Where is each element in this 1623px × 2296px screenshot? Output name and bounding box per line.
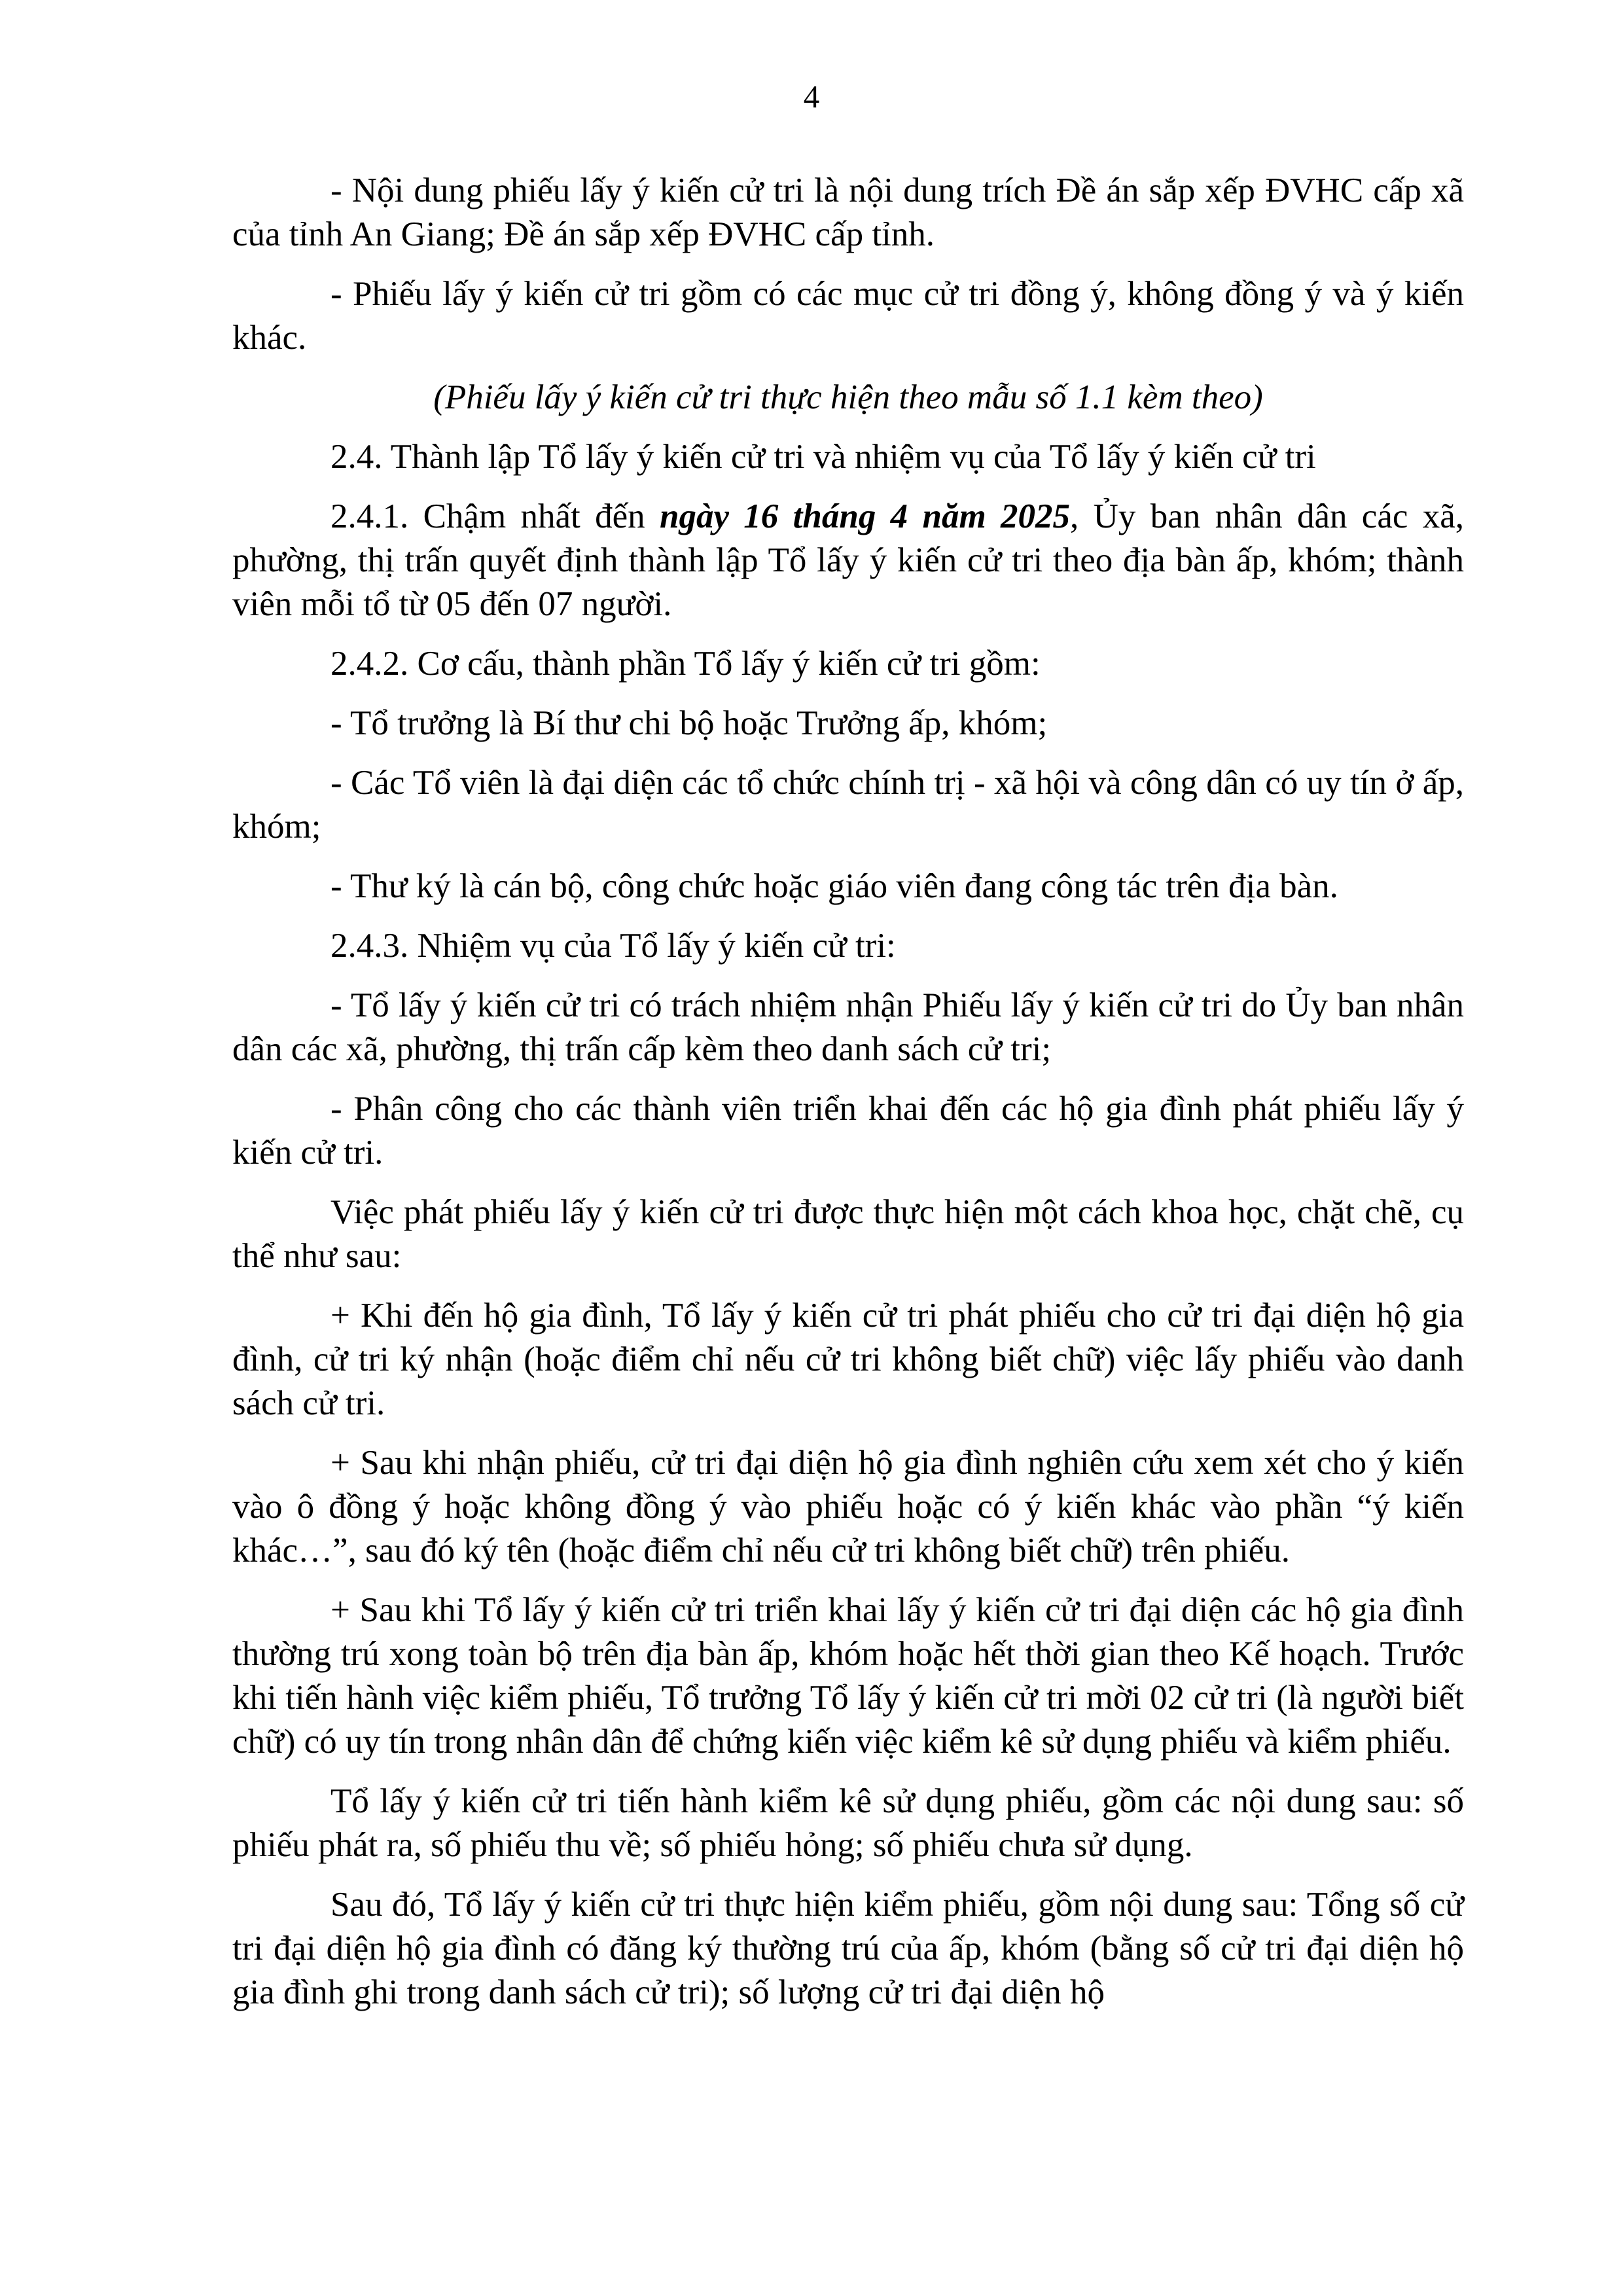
list-item: - Phân công cho các thành viên triển khai đến các hộ gia đình phát phiếu lấy ý kiến cử tri. (232, 1090, 1464, 1172)
paragraph: Việc phát phiếu lấy ý kiến cử tri được thực hiện một cách khoa học, chặt chẽ, cụ thể như sau: (232, 1193, 1464, 1275)
list-item: + Sau khi Tổ lấy ý kiến cử tri triển khai lấy ý kiến cử tri đại diện các hộ gia đình thường trú xong toàn bộ trên địa bàn ấp, khóm hoặc hết thời gian theo Kế hoạch. Trước khi tiến hành việc kiểm phiếu, Tổ trưởng Tổ lấy ý kiến cử tri mời 02 cử tri (là người biết chữ) có uy tín trong nhân dân để chứng kiến việc kiểm kê sử dụng phiếu và kiểm phiếu. (232, 1591, 1464, 1761)
subsection-heading: 2.4.3. Nhiệm vụ của Tổ lấy ý kiến cử tri: (330, 927, 896, 965)
paragraph: - Phiếu lấy ý kiến cử tri gồm có các mục cử tri đồng ý, không đồng ý và ý kiến khác. (232, 275, 1464, 357)
text-run: , Ủy ban nhân dân các xã, phường, thị trấn quyết định thành lập Tổ lấy ý kiến cử tri theo địa bàn ấp, khóm; thành viên mỗi tổ từ 05 đến 07 người. (232, 497, 1464, 623)
list-item: - Tổ lấy ý kiến cử tri có trách nhiệm nhận Phiếu lấy ý kiến cử tri do Ủy ban nhân dân các xã, phường, thị trấn cấp kèm theo danh sách cử tri; (232, 986, 1464, 1068)
list-item: - Các Tổ viên là đại diện các tổ chức chính trị - xã hội và công dân có uy tín ở ấp, khóm; (232, 764, 1464, 846)
list-item: + Sau khi nhận phiếu, cử tri đại diện hộ gia đình nghiên cứu xem xét cho ý kiến vào ô đồng ý hoặc không đồng ý vào phiếu hoặc có ý kiến khác vào phần “ý kiến khác…”, sau đó ký tên (hoặc điểm chỉ nếu cử tri không biết chữ) trên phiếu. (232, 1444, 1464, 1570)
page-number: 4 (803, 79, 820, 115)
section-heading: 2.4. Thành lập Tổ lấy ý kiến cử tri và nhiệm vụ của Tổ lấy ý kiến cử tri (330, 438, 1316, 476)
subsection-heading: 2.4.2. Cơ cấu, thành phần Tổ lấy ý kiến cử tri gồm: (330, 645, 1041, 683)
deadline-date: ngày 16 tháng 4 năm 2025 (659, 497, 1071, 535)
list-item: + Khi đến hộ gia đình, Tổ lấy ý kiến cử tri phát phiếu cho cử tri đại diện hộ gia đình, cử tri ký nhận (hoặc điểm chỉ nếu cử tri không biết chữ) việc lấy phiếu vào danh sách cử tri. (232, 1297, 1464, 1422)
paragraph: - Nội dung phiếu lấy ý kiến cử tri là nội dung trích Đề án sắp xếp ĐVHC cấp xã của tỉnh An Giang; Đề án sắp xếp ĐVHC cấp tỉnh. (232, 171, 1464, 253)
paragraph: Tổ lấy ý kiến cử tri tiến hành kiểm kê sử dụng phiếu, gồm các nội dung sau: số phiếu phát ra, số phiếu thu về; số phiếu hỏng; số phiếu chưa sử dụng. (232, 1782, 1464, 1864)
list-item: - Thư ký là cán bộ, công chức hoặc giáo viên đang công tác trên địa bàn. (330, 867, 1338, 905)
text-run: 2.4.1. Chậm nhất đến (330, 497, 660, 535)
paragraph (232, 495, 1464, 626)
list-item: - Tổ trưởng là Bí thư chi bộ hoặc Trưởng ấp, khóm; (330, 704, 1048, 742)
form-note: (Phiếu lấy ý kiến cử tri thực hiện theo mẫu số 1.1 kèm theo) (433, 378, 1263, 416)
document-body (232, 169, 1464, 2030)
paragraph: Sau đó, Tổ lấy ý kiến cử tri thực hiện kiểm phiếu, gồm nội dung sau: Tổng số cử tri đại diện hộ gia đình có đăng ký thường trú của ấp, khóm (bằng số cử tri đại diện hộ gia đình ghi trong danh sách cử tri); số lượng cử tri đại diện hộ (232, 1886, 1464, 2011)
